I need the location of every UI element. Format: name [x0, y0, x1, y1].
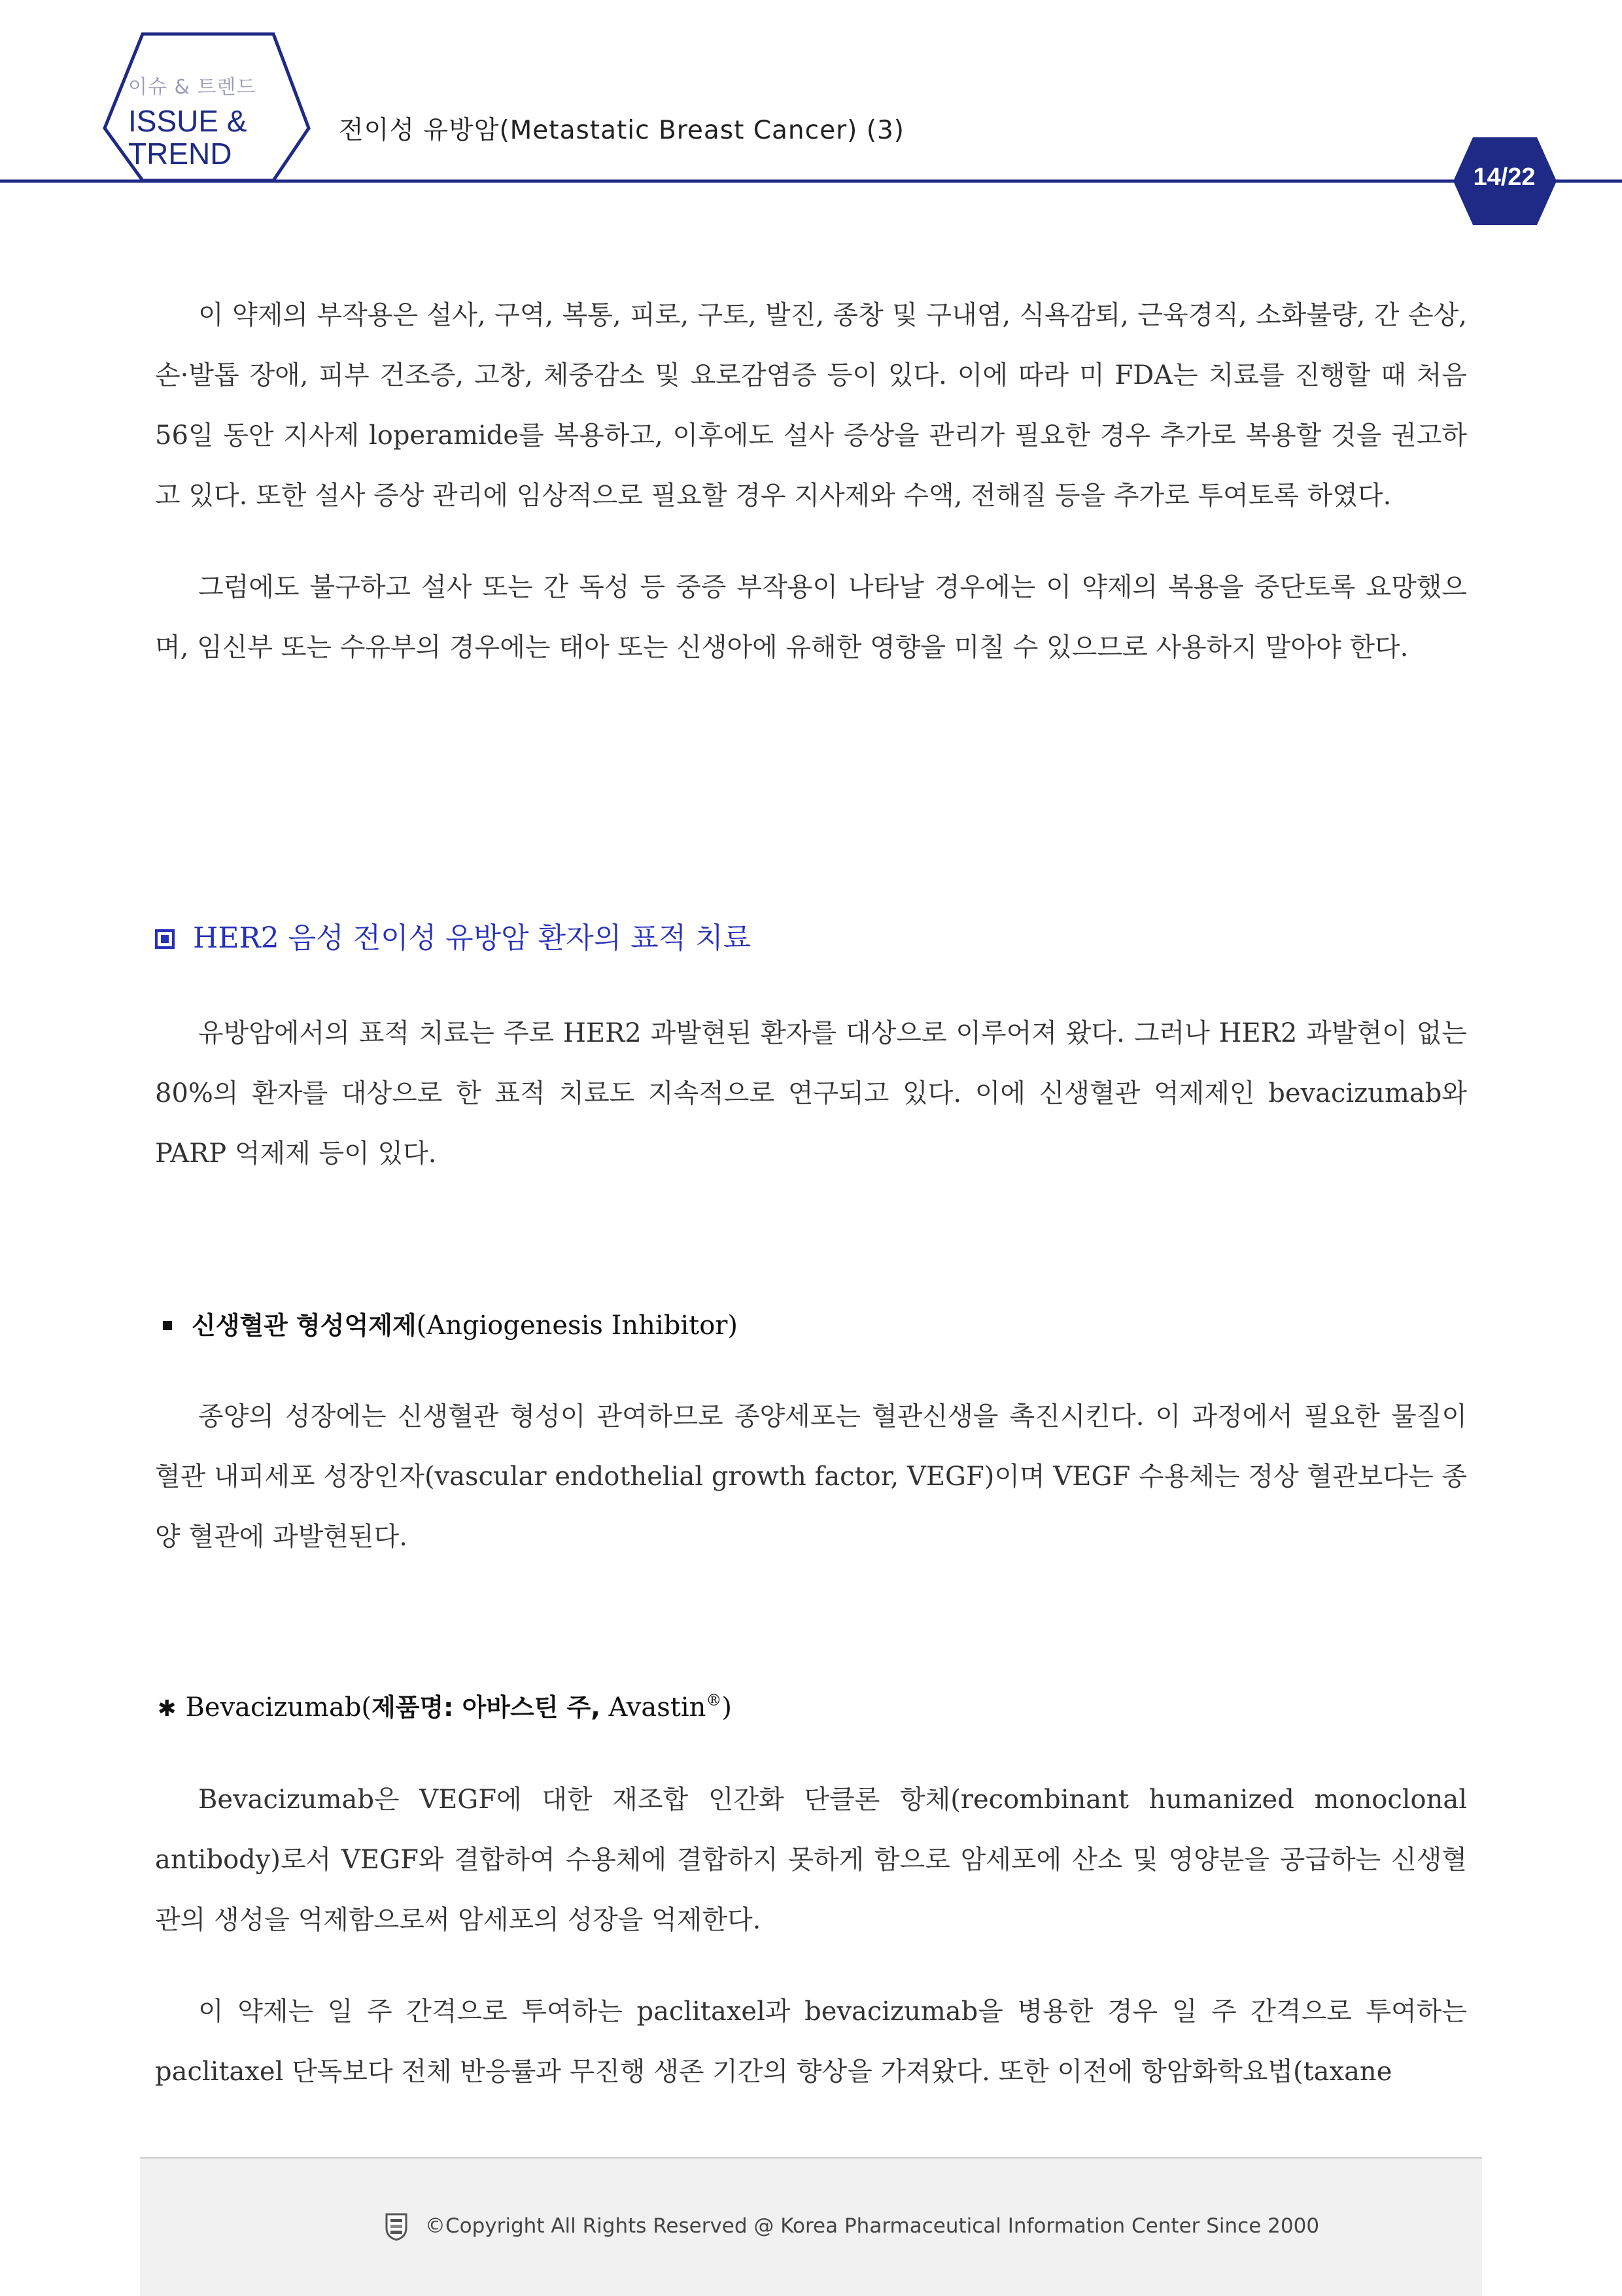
angiogenesis-english-label: (Angiogenesis Inhibitor)	[416, 1311, 738, 1341]
subsection-angiogenesis-heading	[155, 1305, 738, 1341]
registered-mark: ®	[706, 1691, 722, 1709]
side-effects-paragraph: 이 약제의 부작용은 설사, 구역, 복통, 피로, 구토, 발진, 종창 및 구내염, 식욕감퇴, 근육경직, 소화불량, 간 손상, 손·발톱 장애, 피부 건조증, 고창, 체중감소 및 요로감염증 등이 있다. 이에 따라 미 FDA는 치료를 진행할 때 처음 56일 동안 지사제 loperamide를 복용하고, 이후에도 설사 증상을 관리가 필요한 경우 추가로 복용할 것을 권고하고 있다. 또한 설사 증상 관리에 임상적으로 필요할 경우 지사제와 수액, 전해질 등을 추가로 투여토록 하였다.	[155, 300, 1467, 511]
page-number: 14/22	[1473, 163, 1536, 191]
section-heading	[155, 914, 751, 956]
bevacizumab-efficacy-paragraph: 이 약제는 일 주 간격으로 투여하는 paclitaxel과 bevacizumab을 병용한 경우 일 주 간격으로 투여하는 paclitaxel 단독보다 전체 반응률과 무진행 생존 기간의 향상을 가져왔다. 또한 이전에 항암화학요법(taxane	[155, 1996, 1467, 2087]
bevacizumab-brand: Avastin	[600, 1692, 706, 1722]
page-title: 전이성 유방암(Metastatic Breast Cancer) (3)	[339, 116, 905, 145]
warning-paragraph: 그럼에도 불구하고 설사 또는 간 독성 등 중증 부작용이 나타날 경우에는 이 약제의 복용을 중단토록 요망했으며, 임신부 또는 수유부의 경우에는 태아 또는 신생아에 유해한 영향을 미칠 수 있으므로 사용하지 말아야 한다.	[155, 572, 1467, 662]
square-bullet-icon	[155, 929, 175, 949]
targeted-therapy-section	[155, 1003, 1467, 1184]
asterisk-bullet-icon: ✱	[158, 1696, 177, 1722]
copyright-text: ©Copyright All Rights Reserved @ Korea Pharmaceutical Information Center Since 2000	[425, 2214, 1320, 2238]
bevacizumab-product-name: 제품명: 아바스틴 주,	[371, 1693, 600, 1722]
kpic-shield-logo-icon	[385, 2212, 408, 2241]
bullet-square-icon	[163, 1321, 172, 1330]
subsection-bevacizumab-heading	[155, 1687, 732, 1723]
angiogenesis-paragraph: 종양의 성장에는 신생혈관 형성이 관여하므로 종양세포는 혈관신생을 촉진시킨다. 이 과정에서 필요한 물질이 혈관 내피세포 성장인자(vascular endothelial growth factor, VEGF)이며 VEGF 수용체는 정상 혈관보다는 종양 혈관에 과발현된다.	[155, 1401, 1467, 1552]
issue-label: ISSUE &	[128, 104, 247, 138]
bevacizumab-prefix: Bevacizumab(	[185, 1692, 372, 1722]
bevacizumab-mechanism-paragraph: Bevacizumab은 VEGF에 대한 재조합 인간화 단클론 항체(recombinant humanized monoclonal antibody)로서 VEGF와 결합하여 수용체에 결합하지 못하게 함으로 암세포에 산소 및 영양분을 공급하는 신생혈관의 생성을 억제함으로써 암세포의 성장을 억제한다.	[155, 1785, 1467, 1935]
bevacizumab-section	[155, 1770, 1467, 2102]
bevacizumab-close: )	[721, 1692, 732, 1722]
targeted-therapy-paragraph: 유방암에서의 표적 치료는 주로 HER2 과발현된 환자를 대상으로 이루어져 왔다. 그러나 HER2 과발현이 없는 80%의 환자를 대상으로 한 표적 치료도 지속적으로 연구되고 있다. 이에 신생혈관 억제제인 bevacizumab와 PARP 억제제 등이 있다.	[155, 1018, 1467, 1169]
issue-trend-korean-label: 이슈 & 트렌드	[128, 76, 256, 99]
section-heading-text: HER2 음성 전이성 유방암 환자의 표적 치료	[193, 921, 751, 955]
angiogenesis-bold-label: 신생혈관 형성억제제	[192, 1311, 417, 1340]
intro-section	[155, 285, 1467, 677]
angiogenesis-section	[155, 1386, 1467, 1567]
trend-label: TREND	[128, 137, 232, 171]
issue-trend-logo	[128, 105, 247, 170]
